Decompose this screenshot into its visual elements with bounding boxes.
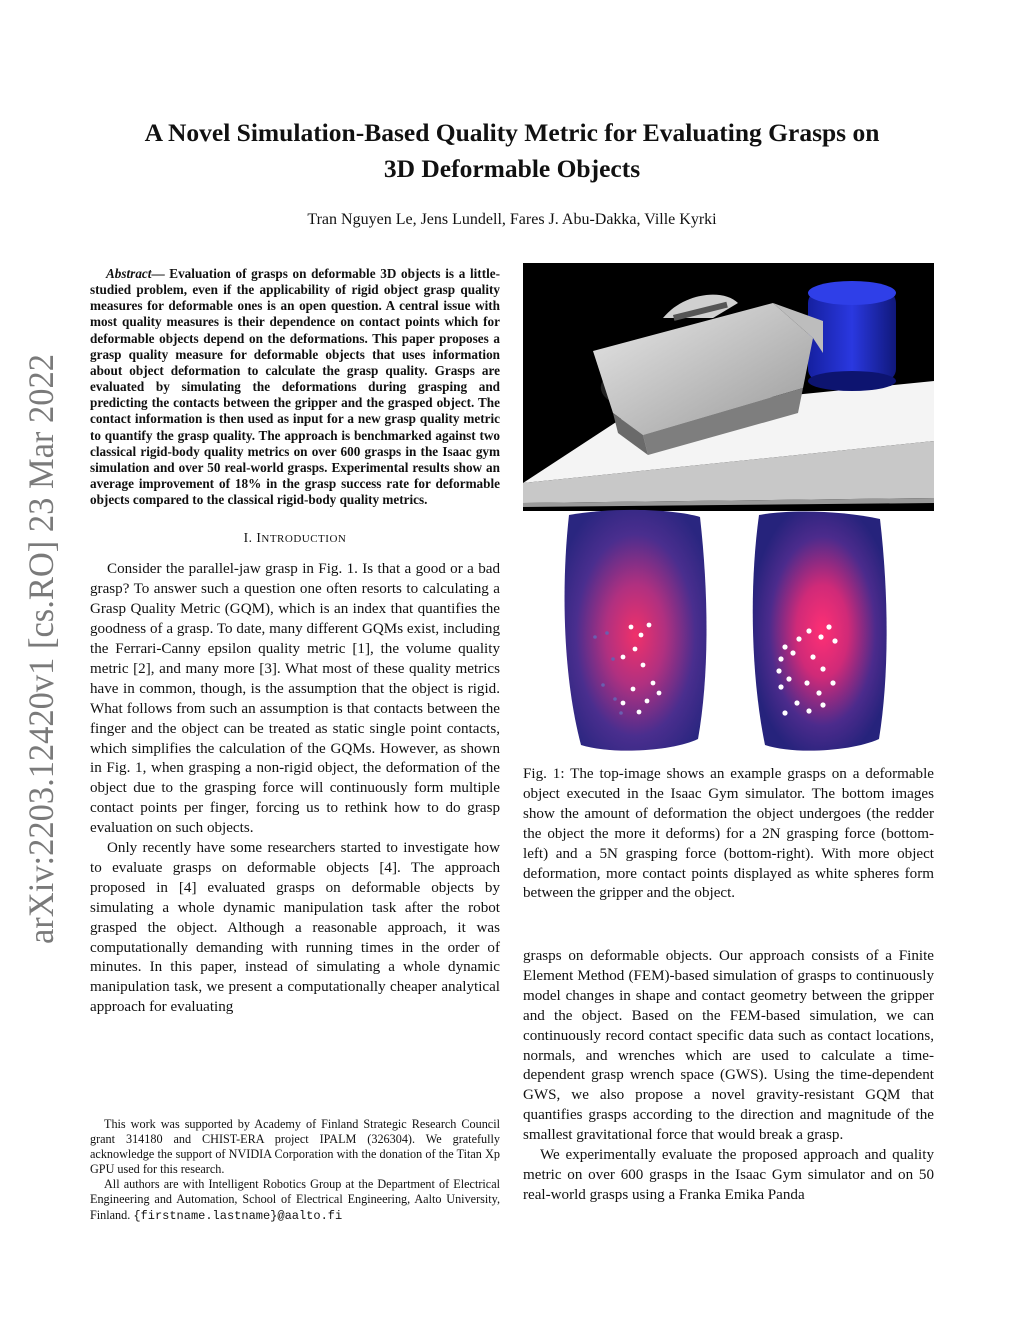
abstract xyxy=(90,266,500,508)
intro-paragraph-1: Consider the parallel-jaw grasp in Fig. 1. Is that a good or a bad grasp? To answer such a question one often resorts to calculating a Grasp Quality Metric (GQM), which is an index that quantifies the goodness of a grasp. To date, many different GQMs exist, including the Ferrari-Canny epsilon quality metric [1], the volume quality metric [2], and many more [3]. What most of these quality metrics have in common, though, is the assumption that the object is rigid. What follows from such an assumption is that contacts between the finger and the object can be treated as static single point contacts, which simplifies the calculation of the GQMs. However, as shown in Fig. 1, when grasping a non-rigid object, the deformation of the object due to the grasping force will continuously form multiple contact points per finger, forcing us to rethink how to do grasp evaluation on such objects. xyxy=(90,561,500,837)
figure-1-deformation-images xyxy=(523,507,934,763)
intro-paragraph-2: Only recently have some researchers started to investigate how to evaluate grasps on deformable objects [4]. The approach proposed in [4] evaluated grasps on deformable objects by simulating a whole dynamic manipulation task after the robot grasped the object. Although a reasonable approach, it was computationally demanding with running times in the order of minutes. In this paper, instead of simulating a whole dynamic manipulation task, we present a computationally cheaper analytical approach for evaluating xyxy=(90,840,500,1016)
section-title-initial: I xyxy=(256,530,262,546)
right-paragraph-1: grasps on deformable objects. Our approach consists of a Finite Element Method (FEM)-based simulation of grasps to continuously model changes in shape and contact geometry between the gripper and the object. Based on the FEM-based simulation, we can continuously record contact specific data such as contact locations, normals, and wrenches which are used to calculate a time-dependent grasp wrench space (GWS). Using the time-dependent GWS, we also propose a novel gravity-resistant GQM that quantifies grasps according to the direction and magnitude of the smallest gravitational force that would break a grasp. xyxy=(523,948,934,1144)
abstract-label: Abstract xyxy=(106,266,152,281)
paper-title xyxy=(100,115,924,187)
author-list: Tran Nguyen Le, Jens Lundell, Fares J. Abu-Dakka, Ville Kyrki xyxy=(307,211,717,228)
figure-1-simulation-image xyxy=(523,263,934,511)
footnote-funding: This work was supported by Academy of Finland Strategic Research Council grant 314180 and CHIST-ERA project IPALM (326304). We gratefully acknowledge the support of NVIDIA Corporation with the donation of the Titan Xp GPU used for this research. xyxy=(90,1117,500,1177)
arxiv-stamp-text: arXiv:2203.12420v1 [cs.RO] 23 Mar 2022 xyxy=(21,348,61,944)
section-number: I. xyxy=(243,530,257,546)
arxiv-stamp xyxy=(3,348,75,948)
author-email: {firstname.lastname}@aalto.fi xyxy=(133,1208,343,1223)
title-line-1: A Novel Simulation-Based Quality Metric for Evaluating Grasps on xyxy=(144,118,880,147)
abstract-text: — Evaluation of grasps on deformable 3D objects is a little-studied problem, even if the applicability of rigid object grasp quality measures for deformable ones is an open question. A central issue with most quality measures is their dependence on contact points which for deformable objects depend on the deformations. This paper proposes a grasp quality measure for deformable objects that uses information about object deformation to calculate the grasp quality. Grasps are evaluated by simulating the deformations during grasping and predicting the contacts between the gripper and the grasped object. The contact information is then used as input for a new grasp quality metric to quantify the grasp quality. The approach is benchmarked against two classical rigid-body quality metrics on over 600 grasps in the Isaac gym simulation and over 50 real-world grasps. Experimental results show an average improvement of 18% in the grasp success rate for deformable objects compared to the classical rigid-body quality metrics. xyxy=(90,266,500,508)
footnote-affiliation-text: All authors are with Intelligent Robotics Group at the Department of Electrical Engineering and Automation, School of Electrical Engineering, Aalto University, Finland. xyxy=(90,1177,500,1222)
section-title-rest: NTRODUCTION xyxy=(261,533,347,546)
footnotes xyxy=(90,1117,500,1224)
left-column xyxy=(90,266,500,1018)
figure-1-caption: Fig. 1: The top-image shows an example grasps on a deformable object executed in the Isaac Gym simulator. The bottom images show the amount of deformation the object undergoes (the redder the object the more it deforms) for a 2N grasping force (bottom-left) and a 5N grasping force (bottom-right). With more object deformation, more contact points displayed as white spheres form between the gripper and the object. xyxy=(523,766,934,902)
section-heading-introduction xyxy=(90,530,500,546)
right-paragraph-2: We experimentally evaluate the proposed approach and quality metric on over 600 grasps in the Isaac Gym simulator and on 50 real-world grasps using a Franka Emika Panda xyxy=(523,1147,934,1203)
right-column-text xyxy=(523,947,934,1206)
footnote-affiliation xyxy=(90,1177,500,1223)
title-line-2: 3D Deformable Objects xyxy=(383,154,641,183)
